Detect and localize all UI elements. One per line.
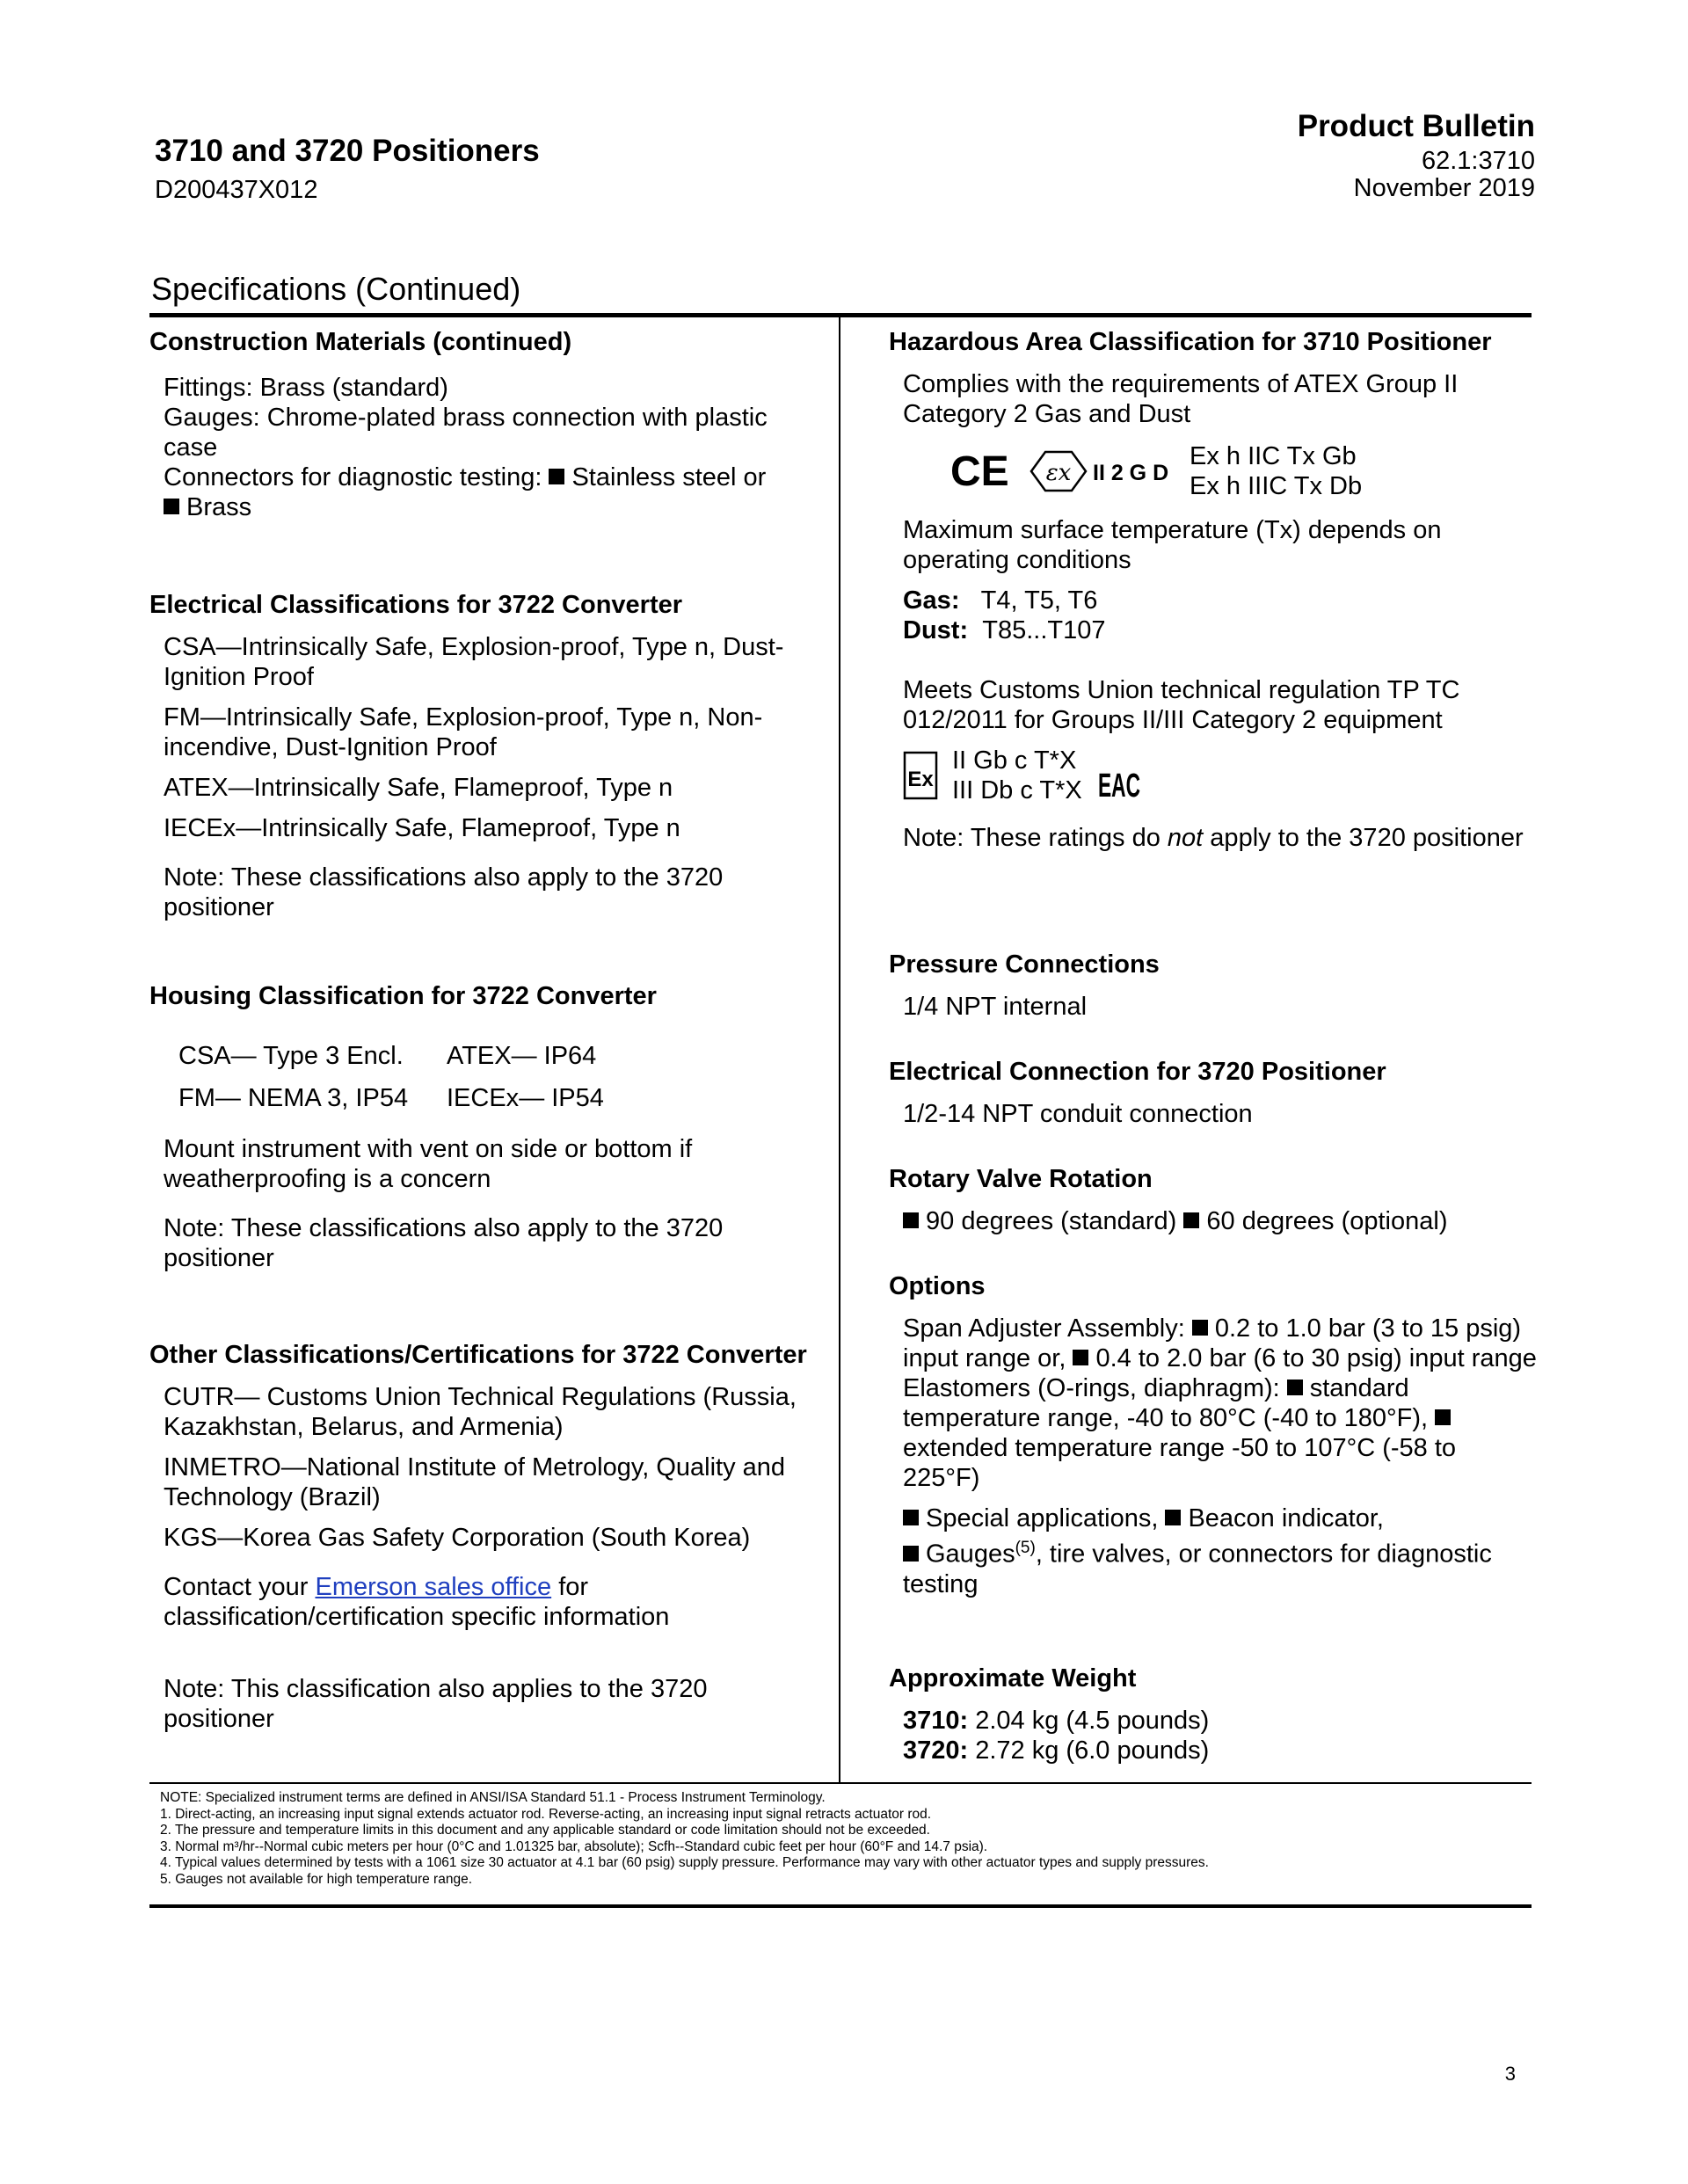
rotation-option-2: 60 degrees (optional) — [1206, 1207, 1448, 1235]
span-label: Span Adjuster Assembly: — [903, 1314, 1185, 1343]
options-section — [889, 1271, 1539, 1599]
column-divider — [839, 317, 840, 1782]
housing-atex-value: — IP64 — [511, 1042, 597, 1070]
rotation-heading: Rotary Valve Rotation — [889, 1165, 1153, 1193]
option-square-icon — [903, 1546, 919, 1562]
eac-mark-icon — [1098, 763, 1142, 802]
section-title: Specifications (Continued) — [151, 271, 521, 307]
inmetro-certification — [164, 1452, 818, 1512]
footnote-line: 1. Direct-acting, an increasing input signal extends actuator rod. Reverse-acting, an increasing input signal retracts actuator rod. — [160, 1806, 932, 1822]
document-title: 3710 and 3720 Positioners — [155, 134, 540, 168]
gauges-option-after: , tire valves, or connectors for diagnostic testing — [903, 1540, 1492, 1598]
section-rule — [149, 313, 1532, 317]
option-square-icon — [903, 1212, 919, 1228]
cutr-certification — [164, 1382, 818, 1442]
csa-label: CSA — [164, 633, 216, 661]
bulletin-title: Product Bulletin — [1297, 109, 1535, 143]
gauges-value: Chrome-plated brass connection with plastic case — [164, 404, 768, 462]
electrical-connection-value: 1/2-14 NPT conduit connection — [903, 1100, 1253, 1128]
gauges-line — [164, 403, 818, 462]
weight-heading: Approximate Weight — [889, 1664, 1137, 1693]
contact-text — [164, 1572, 818, 1632]
housing-atex-label: ATEX — [447, 1042, 512, 1070]
housing-iecex-value: — IP54 — [519, 1084, 604, 1112]
kgs-label: KGS — [164, 1524, 218, 1552]
footnote-line: 4. Typical values determined by tests with a 1061 size 30 actuator at 4.1 bar (60 psig) supply pressure. Performance may vary with other actuator types and supply pressures. — [160, 1855, 1209, 1870]
housing-fm — [178, 1083, 447, 1113]
gas-temperature-classes — [903, 586, 1539, 615]
ce-mark-text: CE — [950, 448, 1009, 495]
gas-label: Gas: — [903, 586, 960, 615]
atex-classification — [164, 773, 818, 803]
housing-csa-value: — Type 3 Encl. — [230, 1042, 404, 1070]
inmetro-label: INMETRO — [164, 1453, 281, 1481]
rotation-options — [903, 1206, 1539, 1236]
rotation-option-1: 90 degrees (standard) — [926, 1207, 1177, 1235]
special-applications-option: Special applications, — [926, 1504, 1159, 1532]
iecex-text: —Intrinsically Safe, Flameproof, Type n — [236, 814, 680, 842]
customs-union-text: Meets Customs Union technical regulation TP TC 012/2011 for Groups II/III Category 2 equipment — [903, 676, 1460, 734]
fm-classification — [164, 703, 818, 762]
table-bottom-rule — [149, 1782, 1532, 1784]
option-square-icon — [1192, 1320, 1208, 1336]
construction-heading: Construction Materials (continued) — [149, 328, 572, 356]
atex-label: ATEX — [164, 774, 229, 802]
atex-compliance-text: Complies with the requirements of ATEX Group II Category 2 Gas and Dust — [903, 370, 1459, 428]
atex-text: —Intrinsically Safe, Flameproof, Type n — [228, 774, 673, 802]
cutr-label: CUTR — [164, 1383, 235, 1411]
housing-csa-label: CSA — [178, 1042, 231, 1070]
eac-code-1: II Gb c T*X — [952, 746, 1077, 775]
beacon-indicator-option: Beacon indicator, — [1188, 1504, 1384, 1532]
housing-atex — [447, 1041, 710, 1071]
option-square-icon — [1435, 1409, 1451, 1425]
weight-section — [889, 1663, 1539, 1765]
housing-section — [149, 981, 818, 1273]
housing-iecex — [447, 1083, 710, 1113]
kgs-certification — [164, 1523, 818, 1553]
atex-mark-row — [950, 441, 1539, 501]
option-square-icon — [1287, 1380, 1303, 1395]
fittings-line — [164, 373, 818, 403]
option-square-icon — [1165, 1510, 1181, 1525]
electrical-heading: Electrical Classifications for 3722 Converter — [149, 591, 683, 619]
bulletin-number: 62.1:3710 — [1421, 147, 1535, 175]
footnote-line: 3. Normal m³/hr--Normal cubic meters per hour (0°C and 1.01325 bar, absolute); Scfh--Standard cubic feet per hour (60°F and 14.7 psia). — [160, 1838, 988, 1854]
other-options — [903, 1503, 1539, 1599]
housing-heading: Housing Classification for 3722 Converter — [149, 982, 657, 1010]
option-square-icon — [164, 499, 179, 514]
span-adjuster-option — [903, 1314, 1539, 1373]
pressure-heading: Pressure Connections — [889, 950, 1160, 979]
contact-before: Contact your — [164, 1573, 316, 1601]
rotation-section — [889, 1164, 1539, 1236]
weight-3720-value: 2.72 kg (6.0 pounds) — [968, 1736, 1210, 1765]
max-temperature-text: Maximum surface temperature (Tx) depends on operating conditions — [903, 516, 1442, 574]
option-square-icon — [1183, 1212, 1199, 1228]
note-after: apply to the 3720 positioner — [1203, 824, 1524, 852]
electrical-section — [149, 590, 818, 922]
gauges-footnote-ref: (5) — [1015, 1539, 1036, 1557]
hazardous-note — [903, 823, 1539, 853]
weight-3720-label: 3720: — [903, 1736, 969, 1765]
other-section — [149, 1340, 818, 1734]
note-emphasis: not — [1167, 824, 1204, 852]
elastomers-option-2: extended temperature range -50 to 107°C (-58 to 225°F) — [903, 1434, 1457, 1492]
weight-3710 — [903, 1706, 1539, 1736]
connectors-label: Connectors for diagnostic testing: — [164, 463, 542, 491]
code-gas: Ex h IIC Tx Gb — [1190, 442, 1357, 470]
electrical-note: Note: These classifications also apply to the 3720 positioner — [164, 863, 724, 921]
ex-box-icon — [903, 751, 938, 800]
weight-3720 — [903, 1736, 1539, 1765]
pressure-section — [889, 950, 1539, 1022]
bulletin-date: November 2019 — [1353, 174, 1535, 202]
housing-fm-label: FM — [178, 1084, 215, 1112]
mark-group-text: II 2 G D — [1093, 461, 1169, 485]
housing-fm-value: — NEMA 3, IP54 — [215, 1084, 409, 1112]
connectors-option-2: Brass — [186, 493, 252, 521]
eac-code-2: III Db c T*X — [952, 776, 1082, 804]
option-square-icon — [903, 1510, 919, 1525]
connectors-line — [164, 462, 818, 522]
option-square-icon — [1073, 1350, 1088, 1365]
dust-temperature-classes — [903, 615, 1539, 645]
ex-mark-text: εx — [1045, 460, 1072, 486]
eac-codes — [952, 746, 1082, 805]
eac-mark-text: EAC — [1097, 768, 1140, 804]
other-note: Note: This classification also applies to the 3720 positioner — [164, 1675, 708, 1733]
weight-3710-value: 2.04 kg (4.5 pounds) — [968, 1707, 1210, 1735]
iecex-classification — [164, 813, 818, 843]
page-number: 3 — [1504, 2063, 1516, 2085]
weight-3710-label: 3710: — [903, 1707, 969, 1735]
housing-csa — [178, 1041, 447, 1071]
dust-label: Dust: — [903, 616, 969, 644]
iecex-label: IECEx — [164, 814, 236, 842]
ex-box-text: Ex — [907, 768, 934, 791]
footnotes — [160, 1790, 1532, 1888]
hazardous-section — [889, 327, 1539, 853]
gauges-label: Gauges: — [164, 404, 260, 432]
ce-ex-mark-icon — [950, 443, 1170, 499]
footnotes-bottom-rule — [149, 1904, 1532, 1908]
elastomers-option — [903, 1373, 1539, 1493]
note-before: Note: These ratings do — [903, 824, 1168, 852]
hazardous-heading: Hazardous Area Classification for 3710 Positioner — [889, 328, 1492, 356]
electrical-connection-heading: Electrical Connection for 3720 Positioner — [889, 1058, 1386, 1086]
construction-section — [149, 327, 818, 522]
csa-classification — [164, 632, 818, 692]
gas-value: T4, T5, T6 — [980, 586, 1098, 615]
elastomers-option-1: standard temperature range, -40 to 80°C (-40 to 180°F), — [903, 1374, 1429, 1432]
footnote-line: 2. The pressure and temperature limits in this document and any applicable standard or code limitation should not be exceeded. — [160, 1823, 930, 1838]
atex-codes — [1190, 441, 1362, 501]
gauges-option: Gauges — [926, 1540, 1015, 1569]
fittings-value: Brass (standard) — [252, 374, 448, 402]
kgs-text: —Korea Gas Safety Corporation (South Korea) — [217, 1524, 751, 1552]
footnote-line: 5. Gauges not available for high temperature range. — [160, 1871, 473, 1887]
cutr-text: — Customs Union Technical Regulations (Russia, Kazakhstan, Belarus, and Armenia) — [164, 1383, 797, 1441]
other-heading: Other Classifications/Certifications for 3722 Converter — [149, 1341, 807, 1369]
elastomers-label: Elastomers (O-rings, diaphragm): — [903, 1374, 1280, 1402]
span-option-2: 0.4 to 2.0 bar (6 to 30 psig) input range — [1095, 1344, 1537, 1372]
emerson-sales-office-link[interactable]: Emerson sales office — [315, 1573, 552, 1601]
pressure-value: 1/4 NPT internal — [903, 993, 1088, 1021]
dust-value: T85...T107 — [982, 616, 1106, 644]
electrical-connection-section — [889, 1057, 1539, 1129]
code-dust: Ex h IIIC Tx Db — [1190, 472, 1363, 500]
footnote-line: NOTE: Specialized instrument terms are defined in ANSI/ISA Standard 51.1 - Process Instrument Terminology. — [160, 1790, 826, 1805]
mount-instruction: Mount instrument with vent on side or bottom if weatherproofing is a concern — [164, 1135, 693, 1193]
connectors-option-1: Stainless steel or — [571, 463, 767, 491]
housing-note: Note: These classifications also apply to the 3720 positioner — [164, 1214, 724, 1272]
options-heading: Options — [889, 1272, 986, 1300]
housing-iecex-label: IECEx — [447, 1084, 520, 1112]
csa-text: —Intrinsically Safe, Explosion-proof, Type n, Dust-Ignition Proof — [164, 633, 784, 691]
inmetro-text: —National Institute of Metrology, Quality and Technology (Brazil) — [164, 1453, 786, 1511]
fm-label: FM — [164, 703, 200, 732]
option-square-icon — [549, 469, 564, 484]
eac-mark-row — [903, 746, 1539, 805]
span-option-1: 0.2 to 1.0 bar (3 to 15 psig) input range or, — [903, 1314, 1522, 1372]
contact-after: for classification/certification specific information — [164, 1573, 670, 1631]
fm-text: —Intrinsically Safe, Explosion-proof, Type n, Non-incendive, Dust-Ignition Proof — [164, 703, 763, 761]
housing-grid — [178, 1041, 818, 1113]
fittings-label: Fittings: — [164, 374, 253, 402]
document-number: D200437X012 — [155, 176, 318, 204]
